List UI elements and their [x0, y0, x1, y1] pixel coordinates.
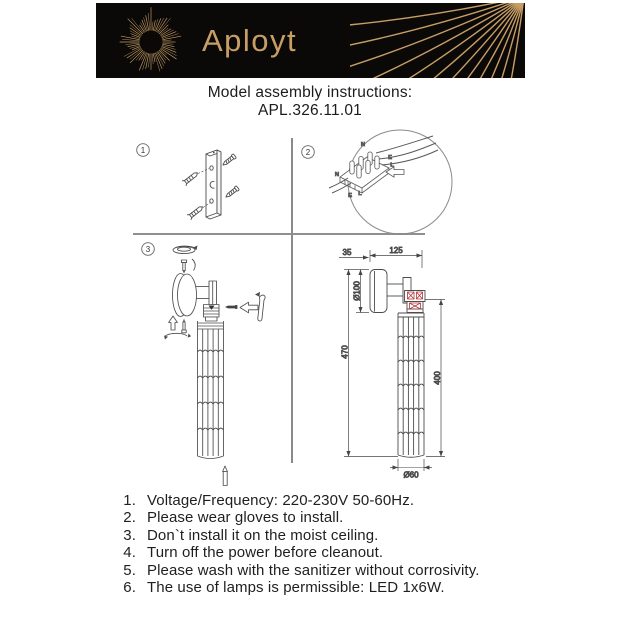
step-2-wiring-diagram: [329, 130, 452, 234]
item-text: Voltage/Frequency: 220-230V 50-60Hz.: [147, 492, 415, 509]
insert-arrow-icon: [240, 302, 258, 313]
instruction-item: [118, 528, 558, 543]
item-number: 1.: [123, 492, 136, 509]
screw-icon: [182, 319, 186, 333]
step-number: 1: [140, 146, 146, 155]
wall-anchor-icon: [182, 170, 199, 186]
dim-arm-length: 125: [389, 246, 403, 255]
dim-wall-offset: 35: [342, 248, 352, 257]
item-text: Please wash with the sanitizer without corrosivity.: [147, 561, 480, 579]
dimension-drawing: [339, 246, 445, 480]
item-text: The use of lamps is permissible: LED 1x6W.: [147, 578, 445, 596]
dim-shade-diameter: Ø60: [403, 470, 419, 480]
step-number: 2: [305, 148, 311, 157]
instruction-item: [118, 493, 558, 508]
step-badge-2: [302, 146, 315, 159]
terminal-block-icon: [340, 152, 389, 193]
item-number: 6.: [123, 578, 136, 596]
item-number: 3.: [123, 526, 136, 544]
wire-label-e: E: [388, 155, 392, 161]
instruction-list: [118, 493, 558, 597]
screw-icon: [181, 260, 186, 274]
item-text: Don`t install it on the moist ceiling.: [147, 526, 379, 544]
step-badge-3: [142, 243, 155, 256]
wire-label-e2: E: [348, 193, 352, 199]
step-number: 3: [145, 245, 151, 254]
wire-label-l: L: [390, 162, 394, 169]
wire-label-l2: L: [358, 191, 362, 197]
screw-icon: [221, 154, 236, 167]
item-number: 5.: [123, 561, 136, 579]
instruction-item: [118, 563, 558, 578]
dim-shade-height: 400: [433, 371, 442, 385]
brand-name: Aployt: [202, 23, 298, 58]
wire-label-n2: N: [334, 172, 340, 178]
model-number: APL.326.11.01: [257, 101, 362, 119]
step-3-assembly-diagram: [164, 246, 265, 486]
dim-total-height: 470: [340, 345, 350, 359]
step-badge-1: [137, 144, 150, 157]
instruction-item: [118, 545, 558, 560]
wall-anchor-icon: [187, 204, 204, 220]
item-number: 2.: [123, 509, 136, 527]
instruction-item: [118, 580, 558, 595]
screw-icon: [224, 186, 239, 199]
instruction-item: [118, 510, 558, 525]
wire-label-n: N: [360, 142, 366, 148]
item-number: 4.: [123, 544, 136, 562]
pin-icon: [225, 305, 237, 309]
item-text: Please wear gloves to install.: [147, 509, 344, 527]
item-text: Turn off the power before cleanout.: [147, 544, 384, 562]
sheet-title: Model assembly instructions:: [207, 84, 413, 101]
step-1-bracket-diagram: [182, 150, 239, 220]
dim-plate-diameter: Ø100: [352, 281, 362, 301]
